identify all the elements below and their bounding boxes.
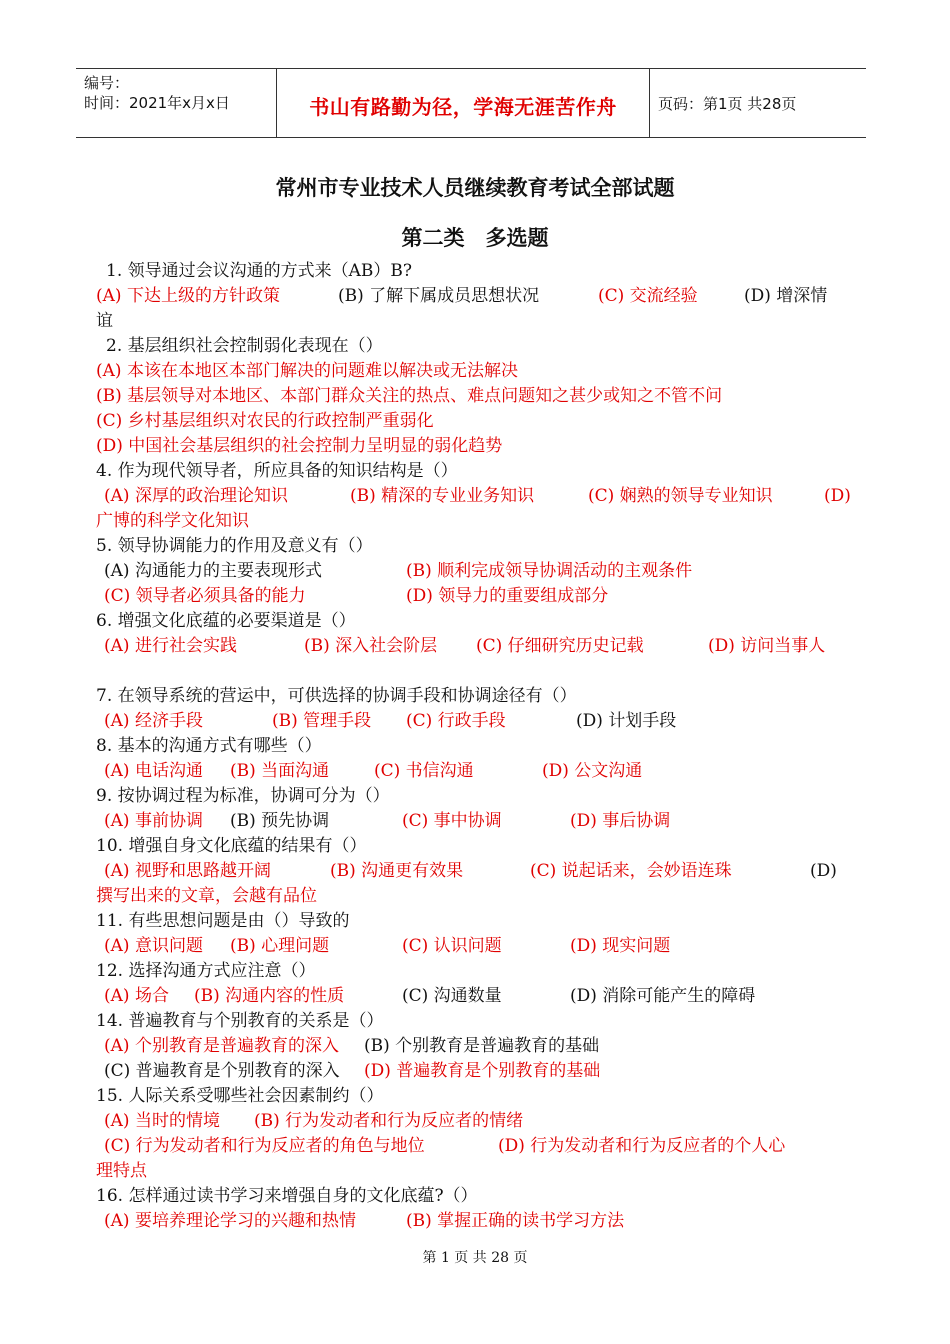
- option-b: (B) 顺利完成领导协调活动的主观条件: [406, 561, 693, 581]
- option-d-continued: 谊: [96, 311, 113, 331]
- question-1: 1. 领导通过会议沟通的方式来（AB）B?: [106, 261, 412, 281]
- time-label: 时间：2021年x月x日: [84, 94, 230, 112]
- question-9: 9. 按协调过程为标准，协调可分为（）: [96, 786, 390, 806]
- question-2: 2. 基层组织社会控制弱化表现在（）: [106, 336, 383, 356]
- question-12: 12. 选择沟通方式应注意（）: [96, 961, 316, 981]
- question-6-options: [96, 634, 856, 659]
- option-c: (C) 乡村基层组织对农民的行政控制严重弱化: [96, 411, 434, 431]
- option-d: (D) 行为发动者和行为反应者的个人心: [498, 1136, 786, 1156]
- option-c: (C) 说起话来，会妙语连珠: [530, 861, 732, 881]
- option-d-continued: 广博的科学文化知识: [96, 511, 249, 531]
- option-b: (B) 个别教育是普遍教育的基础: [364, 1036, 600, 1056]
- option-b: (B) 精深的专业业务知识: [350, 486, 535, 506]
- question-11-options: [96, 934, 856, 959]
- section-title: 第二类 多选题: [401, 226, 549, 250]
- question-14: 14. 普遍教育与个别教育的关系是（）: [96, 1011, 384, 1031]
- option-c: (C) 沟通数量: [402, 986, 502, 1006]
- number-label: 编号：: [84, 74, 130, 92]
- option-d: (D) 计划手段: [576, 711, 677, 731]
- question-14-options-row1: [96, 1034, 856, 1059]
- question-10: 10. 增强自身文化底蕴的结果有（）: [96, 836, 367, 856]
- header-motto: 书山有路勤为径，学海无涯苦作舟: [309, 95, 617, 119]
- option-a: (A) 本该在本地区本部门解决的问题难以解决或无法解决: [96, 361, 518, 381]
- option-c: (C) 仔细研究历史记载: [476, 636, 644, 656]
- question-10-options: [96, 859, 856, 884]
- question-5-options-row2: [96, 584, 856, 609]
- option-a: (A) 沟通能力的主要表现形式: [104, 561, 322, 581]
- option-b: (B) 了解下属成员思想状况: [338, 286, 540, 306]
- question-15: 15. 人际关系受哪些社会因素制约（）: [96, 1086, 384, 1106]
- option-c: (C) 娴熟的领导专业知识: [588, 486, 773, 506]
- question-12-options: [96, 984, 856, 1009]
- question-6: 6. 增强文化底蕴的必要渠道是（）: [96, 611, 356, 631]
- question-9-options: [96, 809, 856, 834]
- option-b: (B) 沟通更有效果: [330, 861, 464, 881]
- question-5-options-row1: [96, 559, 856, 584]
- option-a: (A) 意识问题: [104, 936, 203, 956]
- option-c: (C) 事中协调: [402, 811, 502, 831]
- question-5: 5. 领导协调能力的作用及意义有（）: [96, 536, 373, 556]
- option-a: (A) 个别教育是普遍教育的深入: [104, 1036, 339, 1056]
- option-a: (A) 电话沟通: [104, 761, 203, 781]
- option-b: (B) 管理手段: [272, 711, 372, 731]
- question-14-options-row2: [96, 1059, 856, 1084]
- option-a: (A) 经济手段: [104, 711, 203, 731]
- header-divider: [276, 69, 277, 137]
- option-c: (C) 认识问题: [402, 936, 502, 956]
- option-d: (D) 普遍教育是个别教育的基础: [364, 1061, 601, 1081]
- option-b: (B) 当面沟通: [230, 761, 330, 781]
- question-1-options: [96, 284, 856, 309]
- option-a: (A) 进行社会实践: [104, 636, 237, 656]
- option-d-continued: 撰写出来的文章，会越有品位: [96, 886, 317, 906]
- option-d: (D) 公文沟通: [542, 761, 643, 781]
- question-16-options: [96, 1209, 856, 1234]
- option-b: (B) 行为发动者和行为反应者的情绪: [254, 1111, 524, 1131]
- option-d: (D) 访问当事人: [708, 636, 826, 656]
- question-15-options-row1: [96, 1109, 856, 1134]
- question-11: 11. 有些思想问题是由（）导致的: [96, 911, 350, 931]
- question-8-options: [96, 759, 856, 784]
- option-b: (B) 掌握正确的读书学习方法: [406, 1211, 625, 1231]
- question-4-options: [96, 484, 856, 509]
- header-divider: [649, 69, 650, 137]
- page-footer: 第 1 页 共 28 页: [422, 1250, 528, 1266]
- option-c: (C) 普遍教育是个别教育的深入: [104, 1061, 340, 1081]
- option-d: (D) 事后协调: [570, 811, 671, 831]
- option-d: (D) 增深情: [744, 286, 828, 306]
- blank-line: [96, 659, 856, 684]
- option-a: (A) 下达上级的方针政策: [96, 286, 280, 306]
- question-16: 16. 怎样通过读书学习来增强自身的文化底蕴?（）: [96, 1186, 478, 1206]
- option-d: (D): [824, 486, 851, 506]
- question-7: 7. 在领导系统的营运中，可供选择的协调手段和协调途径有（）: [96, 686, 577, 706]
- option-d: (D) 现实问题: [570, 936, 671, 956]
- question-7-options: [96, 709, 856, 734]
- option-b: (B) 预先协调: [230, 811, 330, 831]
- option-a: (A) 当时的情境: [104, 1111, 220, 1131]
- option-c: (C) 交流经验: [598, 286, 698, 306]
- option-b: (B) 深入社会阶层: [304, 636, 438, 656]
- option-c: (C) 行为发动者和行为反应者的角色与地位: [104, 1136, 425, 1156]
- option-d: (D) 领导力的重要组成部分: [406, 586, 609, 606]
- page-header: [76, 68, 866, 138]
- option-a: (A) 事前协调: [104, 811, 203, 831]
- question-4: 4. 作为现代领导者，所应具备的知识结构是（）: [96, 461, 458, 481]
- option-d-continued: 理特点: [96, 1161, 147, 1181]
- document-title: 常州市专业技术人员继续教育考试全部试题: [275, 176, 675, 200]
- option-c: (C) 行政手段: [406, 711, 506, 731]
- question-8: 8. 基本的沟通方式有哪些（）: [96, 736, 322, 756]
- question-15-options-row2: [96, 1134, 856, 1159]
- option-b: (B) 沟通内容的性质: [194, 986, 345, 1006]
- option-b: (B) 基层领导对本地区、本部门群众关注的热点、难点问题知之甚少或知之不管不问: [96, 386, 723, 406]
- question-list: [96, 259, 856, 1234]
- option-a: (A) 视野和思路越开阔: [104, 861, 271, 881]
- option-d: (D) 消除可能产生的障碍: [570, 986, 756, 1006]
- option-a: (A) 场合: [104, 986, 169, 1006]
- option-a: (A) 要培养理论学习的兴趣和热情: [104, 1211, 356, 1231]
- option-b: (B) 心理问题: [230, 936, 330, 956]
- option-a: (A) 深厚的政治理论知识: [104, 486, 288, 506]
- header-meta: [84, 73, 274, 113]
- option-d: (D): [810, 861, 837, 881]
- header-page-number: 页码：第1页 共28页: [658, 95, 797, 113]
- option-c: (C) 领导者必须具备的能力: [104, 586, 306, 606]
- option-d: (D) 中国社会基层组织的社会控制力呈明显的弱化趋势: [96, 436, 503, 456]
- option-c: (C) 书信沟通: [374, 761, 474, 781]
